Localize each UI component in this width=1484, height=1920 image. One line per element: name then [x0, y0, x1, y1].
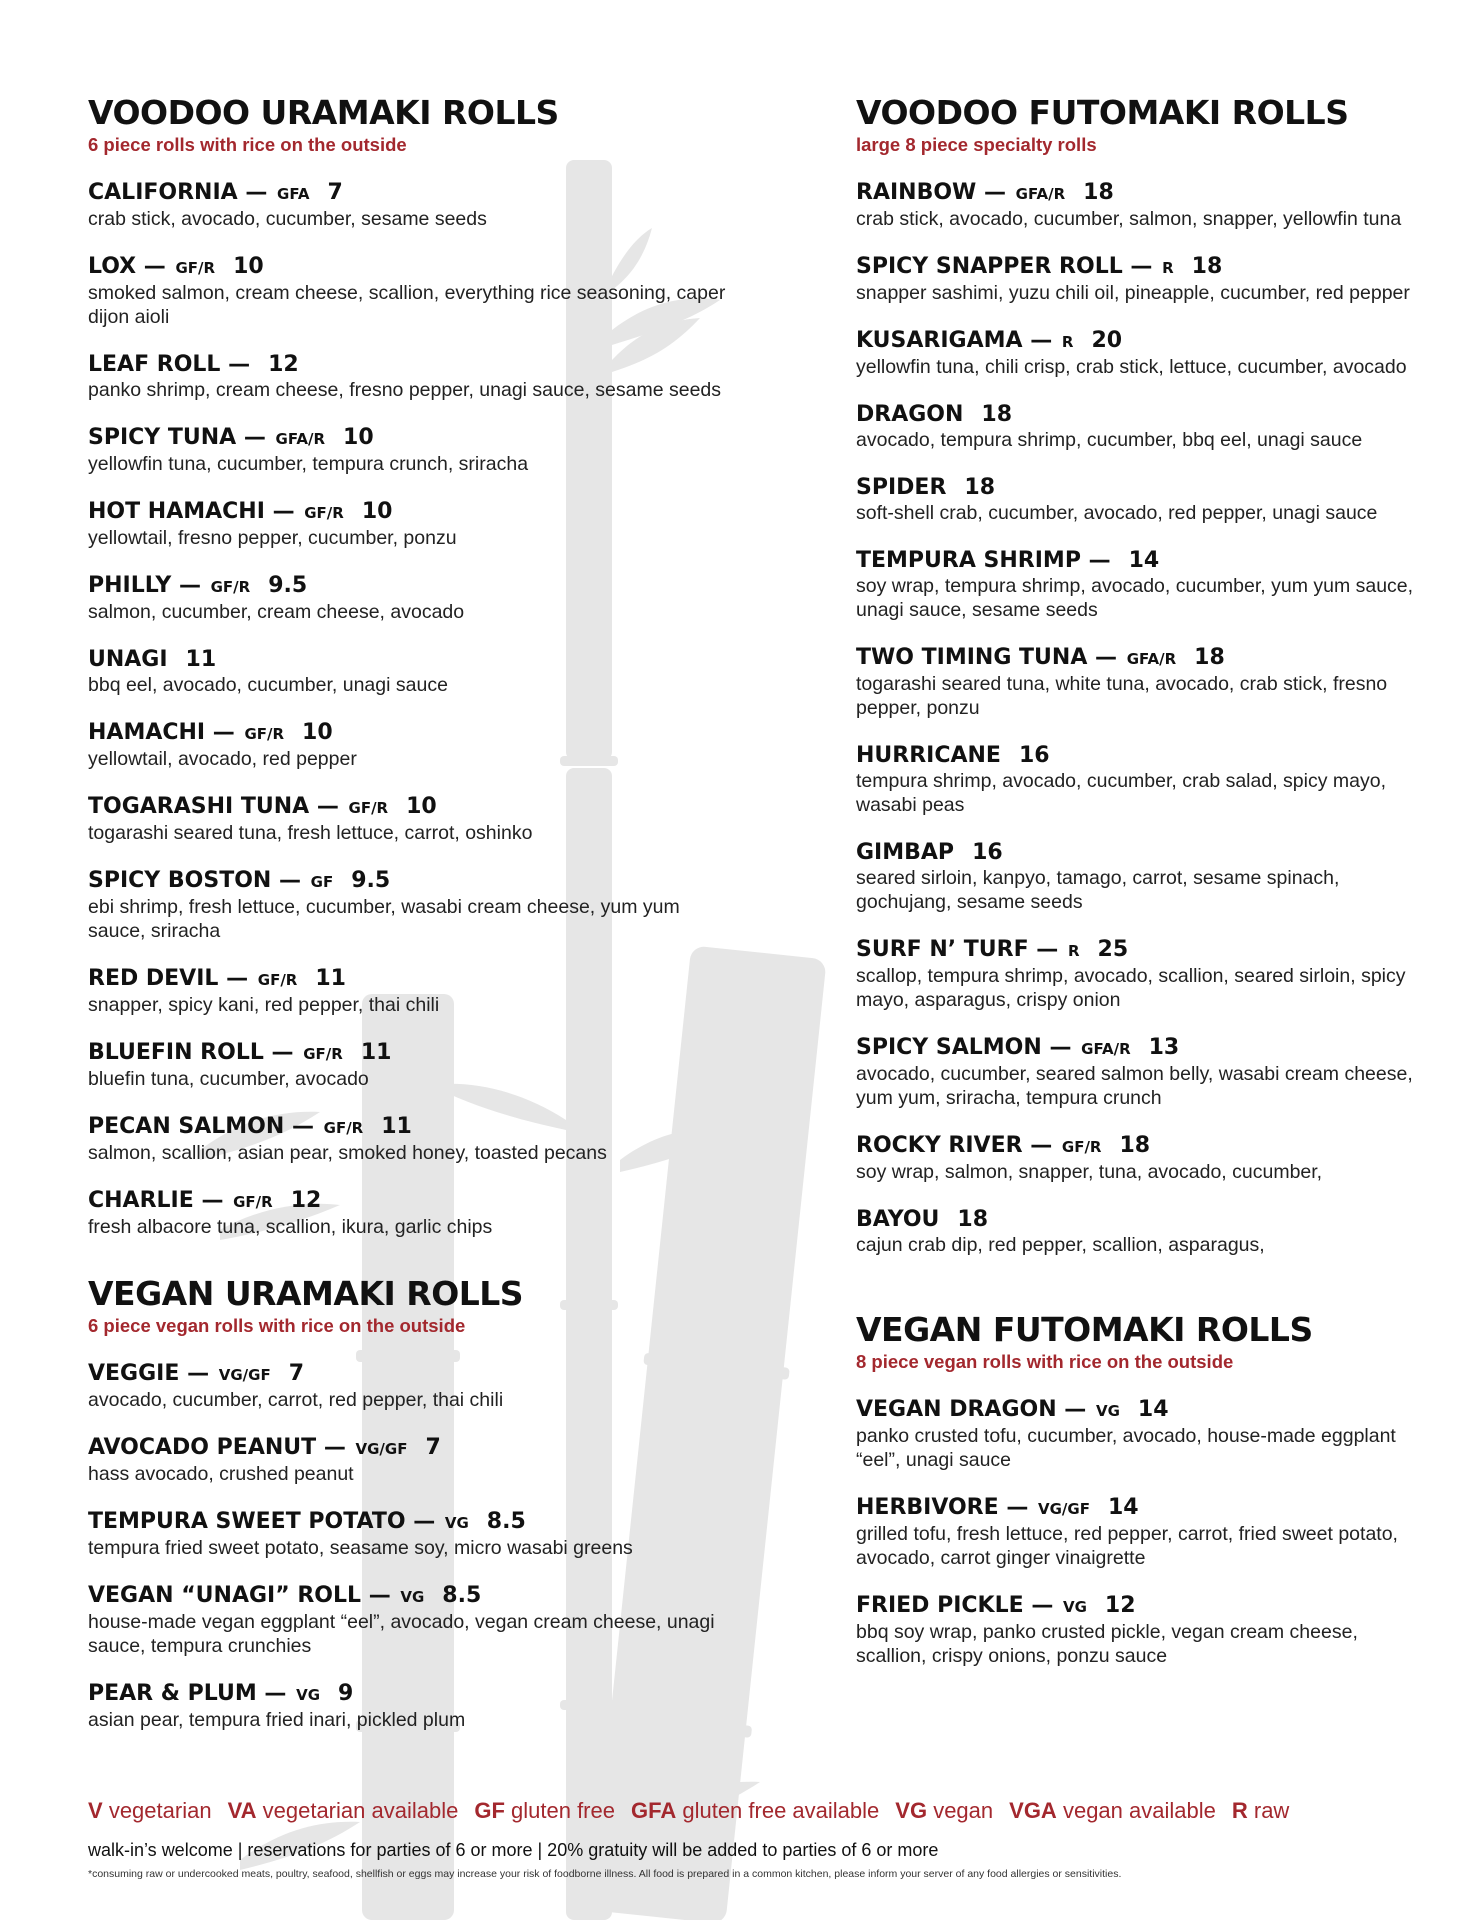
- menu-item-heading: [88, 794, 728, 821]
- menu-item-description: fresh albacore tuna, scallion, ikura, garlic chips: [88, 1216, 493, 1238]
- menu-item-name: HURRICANE: [856, 743, 1001, 768]
- menu-item-separator: —: [243, 425, 266, 450]
- menu-item: [856, 180, 1416, 231]
- menu-item-description: yellowfin tuna, chili crisp, crab stick, lettuce, cucumber, avocado: [856, 356, 1407, 378]
- menu-item-separator: —: [228, 352, 251, 377]
- menu-item-description: tempura fried sweet potato, seasame soy, micro wasabi greens: [88, 1537, 633, 1559]
- menu-item-name: DRAGON: [856, 402, 964, 427]
- menu-item-price: 11: [185, 647, 217, 672]
- menu-item: [856, 402, 1416, 452]
- legend-entry: [1009, 1798, 1216, 1823]
- menu-item-diet-tag: GFA/R: [1015, 185, 1066, 203]
- menu-item: [88, 794, 728, 845]
- menu-item-description: crab stick, avocado, cucumber, sesame seeds: [88, 208, 487, 230]
- menu-item-heading: [856, 1035, 1416, 1062]
- legend-code: VG: [895, 1798, 928, 1823]
- menu-item-heading: [88, 254, 728, 281]
- menu-item-description: bbq soy wrap, panko crusted pickle, vegan cream cheese, scallion, crispy onions, ponzu sauce: [856, 1621, 1358, 1667]
- menu-item-name: LOX: [88, 254, 137, 279]
- menu-item-description: tempura shrimp, avocado, cucumber, crab salad, spicy mayo, wasabi peas: [856, 770, 1386, 816]
- uramaki-section: [88, 94, 728, 1239]
- menu-item-name: SPICY SNAPPER ROLL: [856, 254, 1123, 279]
- menu-item: [88, 425, 728, 476]
- menu-item-separator: —: [323, 1435, 346, 1460]
- menu-item-name: AVOCADO PEANUT: [88, 1435, 317, 1460]
- menu-item-separator: —: [279, 868, 301, 893]
- legend-entry: [631, 1798, 879, 1823]
- menu-item-heading: [88, 647, 728, 673]
- section-subtitle: 6 piece vegan rolls with rice on the outside: [88, 1315, 466, 1336]
- menu-item: [88, 647, 728, 697]
- menu-item-diet-tag: R: [1061, 333, 1074, 351]
- menu-item-separator: —: [264, 1681, 287, 1706]
- menu-item-description: avocado, cucumber, carrot, red pepper, thai chili: [88, 1389, 504, 1411]
- menu-item-description: grilled tofu, fresh lettuce, red pepper, carrot, fried sweet potato, avocado, carrot ginger vinaigrette: [856, 1523, 1398, 1569]
- menu-item-name: SURF N’ TURF: [856, 937, 1029, 962]
- menu-item-heading: [856, 645, 1416, 672]
- menu-item-diet-tag: VG/GF: [218, 1366, 271, 1384]
- legend-label: vegan available: [1062, 1798, 1216, 1823]
- menu-item-price: 10: [406, 794, 437, 819]
- menu-item-name: ROCKY RIVER: [856, 1133, 1023, 1158]
- legend-entry: [88, 1798, 212, 1823]
- menu-item-heading: [856, 1207, 1416, 1233]
- menu-item-heading: [856, 1495, 1416, 1522]
- menu-item-price: 11: [315, 966, 346, 991]
- menu-item-description: ebi shrimp, fresh lettuce, cucumber, wasabi cream cheese, yum yum sauce, sriracha: [88, 896, 680, 942]
- menu-item-price: 16: [1018, 743, 1050, 768]
- legend-label: gluten free available: [682, 1798, 880, 1823]
- menu-item-heading: [88, 868, 728, 895]
- menu-item-name: HERBIVORE: [856, 1495, 999, 1520]
- menu-item: [88, 254, 728, 329]
- menu-item-description: salmon, cucumber, cream cheese, avocado: [88, 601, 465, 623]
- legend-label: raw: [1253, 1798, 1290, 1823]
- menu-item-heading: [88, 1040, 728, 1067]
- menu-item-heading: [88, 1188, 728, 1215]
- menu-item-diet-tag: VG: [444, 1514, 469, 1532]
- menu-item-heading: [856, 1133, 1416, 1160]
- menu-item: [88, 720, 728, 771]
- menu-item-heading: [856, 548, 1416, 574]
- menu-item-name: HOT HAMACHI: [88, 499, 265, 524]
- menu-item-separator: —: [1088, 548, 1111, 573]
- menu-item: [856, 840, 1416, 914]
- menu-item-name: TOGARASHI TUNA: [88, 794, 310, 819]
- menu-item-separator: —: [291, 1114, 314, 1139]
- menu-item-separator: —: [316, 794, 339, 819]
- menu-item-heading: [88, 720, 728, 747]
- menu-item-name: UNAGI: [88, 647, 168, 672]
- menu-item-price: 20: [1091, 328, 1123, 353]
- menu-item-price: 18: [1191, 254, 1223, 279]
- menu-item-heading: [88, 425, 728, 452]
- menu-item-heading: [88, 1681, 728, 1708]
- menu-item-diet-tag: GF/R: [348, 799, 389, 817]
- menu-item-description: bbq eel, avocado, cucumber, unagi sauce: [88, 674, 448, 696]
- legend-code: VA: [227, 1798, 257, 1823]
- menu-item-diet-tag: GFA/R: [1081, 1040, 1131, 1058]
- menu-item-separator: —: [1031, 1593, 1054, 1618]
- food-safety-disclaimer: *consuming raw or undercooked meats, poultry, seafood, shellfish or eggs may increase your risk of foodborne illness. All food is prepared in a common kitchen, please inform your server of any food allergies or sensitivities.: [88, 1868, 1122, 1880]
- menu-item-list: [856, 180, 1416, 1257]
- menu-item: [88, 352, 728, 402]
- menu-item-name: PEAR & PLUM: [88, 1681, 257, 1706]
- menu-item-description: bluefin tuna, cucumber, avocado: [88, 1068, 369, 1090]
- menu-item-price: 13: [1148, 1035, 1180, 1060]
- menu-item-heading: [88, 1509, 728, 1536]
- menu-item-price: 7: [288, 1361, 305, 1386]
- right-column: [856, 94, 1416, 1704]
- menu-item-name: CHARLIE: [88, 1188, 194, 1213]
- menu-item-heading: [856, 475, 1416, 501]
- menu-item-price: 10: [361, 499, 393, 524]
- menu-item-name: KUSARIGAMA: [856, 328, 1023, 353]
- menu-item: [88, 1114, 728, 1165]
- menu-item-price: 8.5: [442, 1583, 482, 1608]
- menu-item-diet-tag: GF: [310, 873, 334, 891]
- legend-label: vegan: [933, 1798, 994, 1823]
- reservation-policy: walk-in’s welcome | reservations for parties of 6 or more | 20% gratuity will be added to parties of 6 or more: [88, 1840, 939, 1860]
- menu-item-heading: [88, 352, 728, 378]
- menu-item-description: panko shrimp, cream cheese, fresno pepper, unagi sauce, sesame seeds: [88, 379, 722, 401]
- menu-item: [88, 1188, 728, 1239]
- menu-item-diet-tag: GF/R: [175, 259, 216, 277]
- legend-code: GF: [474, 1798, 505, 1823]
- menu-item-price: 18: [1083, 180, 1114, 205]
- menu-item: [856, 1593, 1416, 1668]
- menu-item-heading: [856, 840, 1416, 866]
- menu-item-price: 9: [338, 1681, 354, 1706]
- menu-item-list: [856, 1397, 1416, 1668]
- menu-item-name: SPIDER: [856, 475, 947, 500]
- menu-item-price: 11: [381, 1114, 412, 1139]
- menu-item-heading: [856, 937, 1416, 964]
- menu-item: [88, 1583, 728, 1658]
- legend-code: GFA: [630, 1798, 677, 1823]
- menu-item-description: seared sirloin, kanpyo, tamago, carrot, sesame spinach, gochujang, sesame seeds: [856, 867, 1340, 913]
- menu-item-name: VEGGIE: [88, 1361, 180, 1386]
- menu-item-separator: —: [271, 1040, 294, 1065]
- section-title: VEGAN URAMAKI ROLLS: [88, 1274, 524, 1313]
- section-subtitle: 6 piece rolls with rice on the outside: [88, 134, 407, 155]
- legend-entry: [1232, 1798, 1289, 1823]
- menu-item: [88, 1509, 728, 1560]
- section-title: VOODOO FUTOMAKI ROLLS: [856, 93, 1349, 132]
- menu-item-separator: —: [187, 1361, 210, 1386]
- menu-item: [856, 1397, 1416, 1472]
- menu-item-description: togarashi seared tuna, fresh lettuce, carrot, oshinko: [88, 822, 533, 844]
- menu-item-price: 12: [1104, 1593, 1136, 1618]
- menu-item-diet-tag: GFA: [277, 185, 310, 203]
- menu-item-diet-tag: VG/GF: [1038, 1500, 1090, 1518]
- menu-item-diet-tag: VG/GF: [355, 1440, 408, 1458]
- menu-item-heading: [88, 180, 728, 207]
- section-title: VEGAN FUTOMAKI ROLLS: [856, 1310, 1313, 1349]
- legend-entry: [228, 1798, 459, 1823]
- menu-item-name: TEMPURA SWEET POTATO: [88, 1509, 406, 1534]
- menu-item: [88, 573, 728, 624]
- menu-item-description: soy wrap, salmon, snapper, tuna, avocado, cucumber,: [856, 1161, 1323, 1183]
- menu-item-separator: —: [212, 720, 235, 745]
- menu-item-separator: —: [368, 1583, 391, 1608]
- menu-item: [856, 1133, 1416, 1184]
- menu-item-price: 12: [290, 1188, 322, 1213]
- menu-item-name: TWO TIMING TUNA: [856, 645, 1088, 670]
- menu-item-name: LEAF ROLL: [88, 352, 221, 377]
- menu-item-list: [88, 1361, 728, 1732]
- menu-item-price: 16: [972, 840, 1003, 865]
- menu-item-separator: —: [1064, 1397, 1087, 1422]
- menu-item-price: 7: [425, 1435, 441, 1460]
- legend-code: R: [1231, 1798, 1248, 1823]
- menu-item: [856, 937, 1416, 1012]
- legend-entry: [895, 1798, 993, 1823]
- menu-item-name: VEGAN DRAGON: [856, 1397, 1057, 1422]
- menu-item: [88, 1040, 728, 1091]
- menu-item: [88, 1681, 728, 1732]
- menu-item-description: togarashi seared tuna, white tuna, avocado, crab stick, fresno pepper, ponzu: [856, 673, 1388, 719]
- menu-item-separator: —: [178, 573, 201, 598]
- menu-item-heading: [856, 180, 1416, 207]
- menu-item-price: 18: [981, 402, 1013, 427]
- menu-item-separator: —: [1030, 328, 1053, 353]
- menu-item: [856, 743, 1416, 817]
- menu-item-separator: —: [272, 499, 295, 524]
- menu-item-diet-tag: GF/R: [1061, 1138, 1102, 1156]
- menu-item-name: TEMPURA SHRIMP: [856, 548, 1081, 573]
- menu-item: [88, 1361, 728, 1412]
- menu-item-diet-tag: GF/R: [304, 504, 344, 522]
- menu-item-diet-tag: GFA/R: [1126, 650, 1177, 668]
- menu-item-list: [88, 180, 728, 1239]
- menu-item-description: soft-shell crab, cucumber, avocado, red pepper, unagi sauce: [856, 502, 1378, 524]
- menu-item-separator: —: [1049, 1035, 1072, 1060]
- menu-item-price: 9.5: [268, 573, 308, 598]
- section-subtitle: 8 piece vegan rolls with rice on the outside: [856, 1351, 1234, 1372]
- menu-item: [856, 1035, 1416, 1110]
- menu-item-name: VEGAN “UNAGI” ROLL: [88, 1583, 362, 1608]
- menu-item: [88, 1435, 728, 1486]
- menu-item-heading: [88, 1583, 728, 1610]
- legend-entry: [474, 1798, 615, 1823]
- menu-item-description: hass avocado, crushed peanut: [88, 1463, 354, 1485]
- menu-item: [856, 1495, 1416, 1570]
- menu-item: [88, 868, 728, 943]
- menu-item-price: 11: [360, 1040, 392, 1065]
- futomaki-section: [856, 94, 1416, 1257]
- menu-item-price: 10: [302, 720, 333, 745]
- menu-item: [856, 645, 1416, 720]
- menu-item-price: 18: [957, 1207, 989, 1232]
- menu-item-separator: —: [1006, 1495, 1029, 1520]
- menu-item-name: RAINBOW: [856, 180, 977, 205]
- menu-item-description: house-made vegan eggplant “eel”, avocado, vegan cream cheese, unagi sauce, tempura crunchies: [88, 1611, 715, 1657]
- menu-item: [856, 475, 1416, 525]
- menu-item-diet-tag: R: [1162, 259, 1174, 277]
- menu-item-price: 10: [343, 425, 374, 450]
- menu-item-description: asian pear, tempura fried inari, pickled plum: [88, 1709, 466, 1731]
- menu-item-description: snapper, spicy kani, red pepper, thai chili: [88, 994, 440, 1016]
- menu-item-name: PECAN SALMON: [88, 1114, 285, 1139]
- menu-item-name: CALIFORNIA: [88, 180, 238, 205]
- menu-item-description: panko crusted tofu, cucumber, avocado, house-made eggplant “eel”, unagi sauce: [856, 1425, 1396, 1471]
- menu-item-diet-tag: GF/R: [303, 1045, 343, 1063]
- menu-item-description: scallop, tempura shrimp, avocado, scallion, seared sirloin, spicy mayo, asparagus, crispy onion: [856, 965, 1406, 1011]
- menu-item-separator: —: [143, 254, 166, 279]
- menu-item-diet-tag: GF/R: [257, 971, 298, 989]
- menu-item-separator: —: [1030, 1133, 1053, 1158]
- section-title: VOODOO URAMAKI ROLLS: [88, 93, 559, 132]
- menu-item-price: 25: [1097, 937, 1129, 962]
- legend-code: V: [88, 1798, 103, 1823]
- menu-item-description: salmon, scallion, asian pear, smoked honey, toasted pecans: [88, 1142, 607, 1164]
- menu-item: [88, 499, 728, 550]
- menu-item-separator: —: [201, 1188, 224, 1213]
- vegan-uramaki-section: [88, 1275, 728, 1732]
- menu-item-heading: [856, 328, 1416, 355]
- menu-item-diet-tag: GF/R: [323, 1119, 364, 1137]
- menu-item-name: BLUEFIN ROLL: [88, 1040, 264, 1065]
- menu-item-diet-tag: VG: [1063, 1598, 1087, 1616]
- menu-item-description: yellowtail, avocado, red pepper: [88, 748, 357, 770]
- menu-item-price: 10: [233, 254, 264, 279]
- menu-item-separator: —: [226, 966, 249, 991]
- legend-label: gluten free: [511, 1798, 615, 1823]
- menu-item-diet-tag: GF/R: [233, 1193, 273, 1211]
- menu-item-name: FRIED PICKLE: [856, 1593, 1024, 1618]
- menu-item-description: cajun crab dip, red pepper, scallion, asparagus,: [856, 1234, 1265, 1256]
- menu-item-diet-tag: R: [1067, 942, 1080, 960]
- menu-item-heading: [88, 966, 728, 993]
- menu-item-price: 7: [327, 180, 343, 205]
- menu-item-price: 18: [964, 475, 996, 500]
- menu-item: [856, 548, 1416, 622]
- menu-item-name: SPICY TUNA: [88, 425, 237, 450]
- menu-item-price: 18: [1119, 1133, 1151, 1158]
- vegan-futomaki-section: [856, 1311, 1416, 1668]
- menu-item-heading: [88, 1114, 728, 1141]
- menu-item-diet-tag: GF/R: [244, 725, 285, 743]
- menu-item-heading: [88, 1361, 728, 1388]
- menu-item-separator: —: [983, 180, 1006, 205]
- menu-item-description: soy wrap, tempura shrimp, avocado, cucumber, yum yum sauce, unagi sauce, sesame seeds: [856, 575, 1414, 621]
- menu-item-description: yellowfin tuna, cucumber, tempura crunch, sriracha: [88, 453, 529, 475]
- menu-item-separator: —: [413, 1509, 436, 1534]
- menu-item-name: RED DEVIL: [88, 966, 219, 991]
- menu-item: [856, 1207, 1416, 1257]
- menu-item-heading: [88, 499, 728, 526]
- menu-item-heading: [856, 1593, 1416, 1620]
- menu-item-diet-tag: VG: [400, 1588, 425, 1606]
- menu-item-heading: [856, 254, 1416, 281]
- menu-item-name: SPICY SALMON: [856, 1035, 1042, 1060]
- menu-item-price: 14: [1128, 548, 1160, 573]
- menu-item-description: snapper sashimi, yuzu chili oil, pineapple, cucumber, red pepper: [856, 282, 1410, 304]
- menu-item-separator: —: [245, 180, 268, 205]
- menu-item-separator: —: [1130, 254, 1153, 279]
- legend-label: vegetarian: [108, 1798, 212, 1823]
- menu-item-name: SPICY BOSTON: [88, 868, 272, 893]
- menu-item-price: 14: [1137, 1397, 1169, 1422]
- menu-item-heading: [856, 743, 1416, 769]
- menu-item: [88, 966, 728, 1017]
- menu-item-description: crab stick, avocado, cucumber, salmon, snapper, yellowfin tuna: [856, 208, 1402, 230]
- menu-item-price: 8.5: [486, 1509, 526, 1534]
- menu-item-price: 12: [268, 352, 299, 377]
- menu-item-diet-tag: VG: [296, 1686, 321, 1704]
- menu-item-name: PHILLY: [88, 573, 172, 598]
- menu-item: [856, 254, 1416, 305]
- menu-item-diet-tag: VG: [1095, 1402, 1120, 1420]
- legend-label: vegetarian available: [262, 1798, 459, 1823]
- menu-item-price: 9.5: [351, 868, 391, 893]
- menu-item-heading: [88, 1435, 728, 1462]
- menu-item-description: avocado, cucumber, seared salmon belly, wasabi cream cheese, yum yum, sriracha, tempura crunch: [856, 1063, 1413, 1109]
- menu-item-separator: —: [1095, 645, 1118, 670]
- menu-item-name: HAMACHI: [88, 720, 206, 745]
- menu-item-price: 18: [1194, 645, 1225, 670]
- menu-item-name: BAYOU: [856, 1207, 940, 1232]
- menu-item-separator: —: [1036, 937, 1059, 962]
- menu-item-heading: [856, 1397, 1416, 1424]
- menu-item-heading: [88, 573, 728, 600]
- menu-item: [88, 180, 728, 231]
- menu-item-diet-tag: GF/R: [210, 578, 251, 596]
- left-column: [88, 94, 728, 1768]
- legend-code: VGA: [1009, 1798, 1057, 1823]
- menu-item-name: GIMBAP: [856, 840, 955, 865]
- menu-item-price: 14: [1107, 1495, 1139, 1520]
- menu-item-diet-tag: GFA/R: [275, 430, 326, 448]
- section-subtitle: large 8 piece specialty rolls: [856, 134, 1097, 155]
- menu-item-heading: [856, 402, 1416, 428]
- menu-item-description: avocado, tempura shrimp, cucumber, bbq eel, unagi sauce: [856, 429, 1363, 451]
- menu-item: [856, 328, 1416, 379]
- dietary-legend: [88, 1798, 1305, 1824]
- menu-item-description: yellowtail, fresno pepper, cucumber, ponzu: [88, 527, 457, 549]
- menu-item-description: smoked salmon, cream cheese, scallion, everything rice seasoning, caper dijon aioli: [88, 282, 726, 328]
